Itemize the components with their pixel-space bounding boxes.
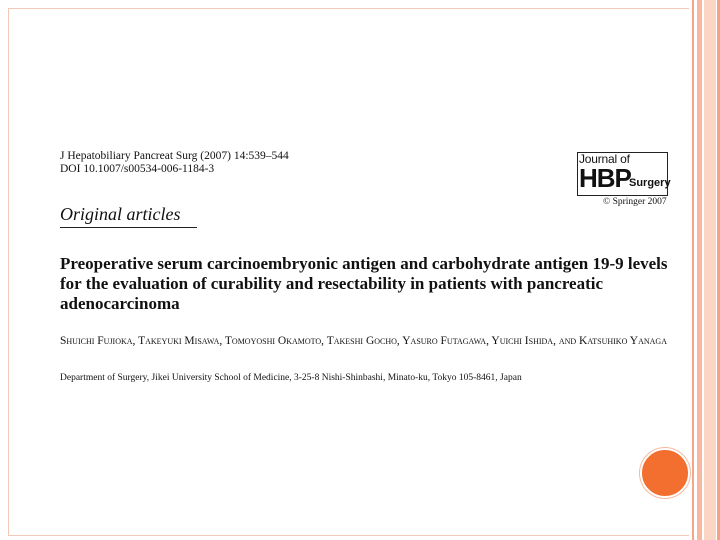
accent-circle bbox=[640, 448, 690, 498]
section-divider bbox=[60, 227, 197, 228]
authors: Shuichi Fujioka, Takeyuki Misawa, Tomoyoshi Okamoto, Takeshi Gocho, Yasuro Futagawa, Yuichi Ishida, and Katsuhiko Yanaga bbox=[60, 335, 667, 347]
stripe bbox=[704, 0, 716, 540]
citation-journal: J Hepatobiliary Pancreat Surg (2007) 14:539–544 bbox=[60, 150, 289, 162]
copyright: © Springer 2007 bbox=[603, 197, 667, 207]
logo-surgery: Surgery bbox=[629, 177, 671, 189]
journal-logo bbox=[577, 152, 671, 196]
section-heading: Original articles bbox=[60, 204, 181, 224]
article-title: Preoperative serum carcinoembryonic antigen and carbohydrate antigen 19-9 levels for the evaluation of curability and resectability in patients with pancreatic adenocarcinoma bbox=[60, 254, 668, 313]
decorative-stripes bbox=[689, 0, 720, 540]
logo-hbp: HBP bbox=[579, 163, 631, 193]
citation-doi: DOI 10.1007/s00534-006-1184-3 bbox=[60, 163, 215, 175]
stripe bbox=[692, 0, 694, 540]
affiliation: Department of Surgery, Jikei University School of Medicine, 3-25-8 Nishi-Shinbashi, Minato-ku, Tokyo 105-8461, Japan bbox=[60, 373, 522, 383]
citation bbox=[60, 150, 289, 176]
article-header-image bbox=[31, 133, 692, 403]
stripe bbox=[697, 0, 702, 540]
logo-journal-of: Journal of bbox=[579, 152, 630, 166]
